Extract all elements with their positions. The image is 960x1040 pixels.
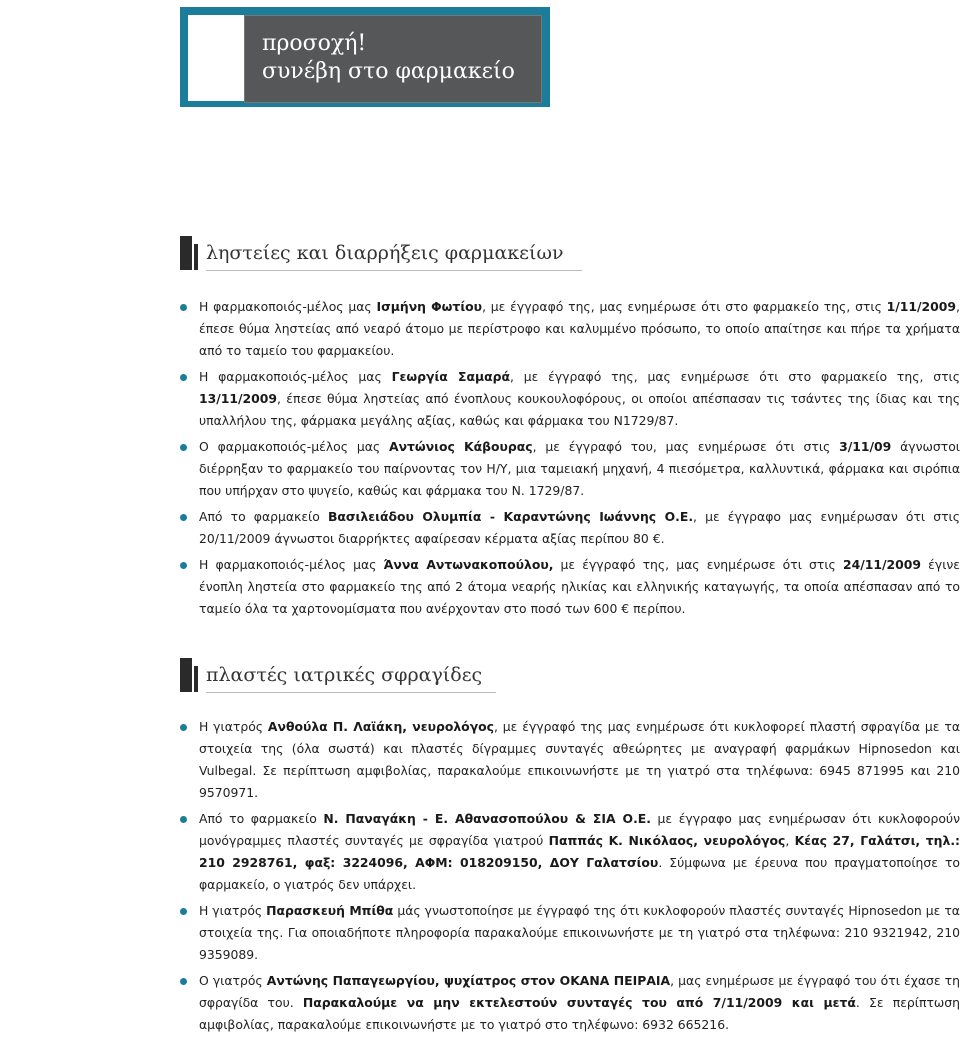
- bold-text: Κέας 27, Γαλάτσι, τηλ.: 210 2928761, φαξ: 3224096, ΑΦΜ: 018209150, ΔΟΥ Γαλατσίου: [199, 833, 960, 870]
- text-run: με έγγραφο μας ενημέρωσαν ότι κυκλοφορούν μονόγραμμες πλαστές συνταγές με σφραγίδα γιατρού: [199, 811, 960, 848]
- text-run: , μας ενημέρωσε με έγγραφό του ότι έχασε τη σφραγίδα του.: [199, 973, 960, 1010]
- banner-line-1: προσοχή!: [262, 31, 367, 56]
- banner-title: [262, 30, 515, 86]
- text-run: , με έγγραφό της, μας ενημέρωσε ότι στο φαρμακείο της, στις: [509, 369, 960, 384]
- text-run: Η γιατρός: [199, 719, 268, 734]
- text-run: . Σε περίπτωση αμφιβολίας, παρακαλούμε επικοινωνήστε με το γιατρό στο τηλέφωνο: 6932 665216.: [199, 995, 960, 1032]
- bold-text: Παππάς Κ. Νικόλαος, νευρολόγος: [548, 833, 786, 848]
- bold-text: Γεωργία Σαμαρά: [391, 369, 510, 384]
- text-run: με έγγραφό της, μας ενημέρωσε ότι στις: [553, 557, 843, 572]
- bold-text: 1/11/2009: [886, 299, 957, 314]
- list-item: [180, 366, 960, 432]
- text-run: Από το φαρμακείο: [199, 811, 324, 826]
- bold-text: Ν. Παναγάκη - Ε. Αθανασοπούλου & ΣΙΑ Ο.Ε.: [323, 811, 651, 826]
- bold-text: Παρασκευή Μπίθα: [266, 903, 394, 918]
- text-run: , έπεσε θύμα ληστείας από νεαρό άτομο με περίστροφο και καλυμμένο πρόσωπο, το οποίο απαίτησε και πήρε τα χρήματα από το ταμείο του φαρμακείου.: [199, 299, 960, 358]
- bold-text: 3/11/09: [839, 439, 892, 454]
- list-item: [180, 506, 960, 550]
- text-run: Η φαρμακοποιός-μέλος μας: [199, 369, 392, 384]
- text-run: . Σύμφωνα με έρευνα που πραγματοποίησε το φαρμακείο, ο γιατρός δεν υπάρχει.: [199, 855, 960, 892]
- bold-text: Βασιλειάδου Ολυμπία - Καραντώνης Ιωάννης Ο.Ε.: [327, 509, 694, 524]
- list-item: [180, 716, 960, 804]
- bold-text: 24/11/2009: [842, 557, 922, 572]
- text-run: , με έγγραφό του, μας ενημέρωσε ότι στις: [532, 439, 840, 454]
- text-run: έγινε ένοπλη ληστεία στο φαρμακείο της από 2 άτομα νεαρής ηλικίας και ελληνικής καταγωγής, τα οποία απέσπασαν από το ταμείο όλα τα χαρτονομίσματα που ανέρχονταν στο ποσό των 600 € περίπου.: [199, 557, 960, 616]
- bold-text: 13/11/2009: [199, 391, 278, 406]
- text-run: ,: [785, 833, 795, 848]
- text-run: Ο γιατρός: [199, 973, 267, 988]
- heading-marker-thin: [194, 244, 198, 270]
- bold-text: Ανθούλα Π. Λαϊάκη, νευρολόγος: [267, 719, 494, 734]
- text-run: μάς γνωστοποίησε με έγγραφό της ότι κυκλοφορούν πλαστές συνταγές Hipnosedon με τα στοιχεία της. Για οποιαδήποτε πληροφορία παρακαλούμε επικοινωνήστε με τη γιατρό στα τηλέφωνα: 210 9321942, 210 9359089.: [199, 903, 960, 962]
- text-run: , με έγγραφό της, μας ενημέρωσε ότι στο φαρμακείο της, στις: [482, 299, 887, 314]
- bold-text: Ισμήνη Φωτίου: [376, 299, 483, 314]
- text-run: Ο φαρμακοποιός-μέλος μας: [199, 439, 389, 454]
- text-run: , έπεσε θύμα ληστείας από ένοπλους κουκουλοφόρους, οι οποίοι απέσπασαν τις τσάντες της ίδιας και της υπαλλήλου της, φάρμακα μεγάλης αξίας, καθώς και φάρμακα του Ν1729/87.: [199, 391, 960, 428]
- text-run: άγνωστοι διέρρηξαν το φαρμακείο του παίρνοντας τον Η/Υ, μια ταμειακή μηχανή, 4 πιεσόμετρα, καλλυντικά, φάρμακα και σιρόπια που υπήρχαν στο ψυγείο, καθώς και φάρμακα του Ν. 1729/87.: [199, 439, 960, 498]
- section-title: ληστείες και διαρρήξεις φαρμακείων: [206, 242, 564, 264]
- list-item: [180, 808, 960, 896]
- section-heading-stamps: [180, 658, 960, 696]
- list-item: [180, 970, 960, 1036]
- bold-text: Παρακαλούμε να μην εκτελεστούν συνταγές του από 7/11/2009 και μετά: [302, 995, 856, 1010]
- text-run: , με έγγραφο μας ενημέρωσαν ότι στις 20/11/2009 άγνωστοι διαρρήκτες αφαίρεσαν κέρματα αξίας περίπου 80 €.: [199, 509, 960, 546]
- banner-line-2: συνέβη στο φαρμακείο: [262, 59, 515, 84]
- list-item: [180, 436, 960, 502]
- text-run: Η γιατρός: [199, 903, 267, 918]
- heading-underline: [206, 270, 582, 271]
- heading-underline: [206, 692, 496, 693]
- heading-marker: [180, 236, 192, 270]
- section-heading-robberies: [180, 236, 960, 274]
- section-title: πλαστές ιατρικές σφραγίδες: [206, 664, 483, 686]
- robberies-list: [180, 296, 960, 624]
- bold-text: Αντώνης Παπαγεωργίου, ψυχίατρος στον ΟΚΑΝΑ ΠΕΙΡΑΙΑ: [266, 973, 671, 988]
- text-run: Από το φαρμακείο: [199, 509, 328, 524]
- text-run: Η φαρμακοποιός-μέλος μας: [199, 299, 377, 314]
- list-item: [180, 296, 960, 362]
- heading-marker: [180, 658, 192, 692]
- stamps-list: [180, 716, 960, 1040]
- text-run: Η φαρμακοποιός-μέλος μας: [199, 557, 384, 572]
- text-run: , με έγγραφό της μας ενημέρωσε ότι κυκλοφορεί πλαστή σφραγίδα με τα στοιχεία της (όλα σωστά) και πλαστές δίγραμμες συνταγές αθεώρητες με αναγραφή φαρμάκων Hipnosedon και Vulbegal. Σε περίπτωση αμφιβολίας, παρακαλούμε επικοινωνήστε με τη γιατρό στα τηλέφωνα: 6945 871995 και 210 9570971.: [199, 719, 960, 800]
- bold-text: Άννα Αντωνακοπούλου,: [383, 557, 554, 572]
- list-item: [180, 900, 960, 966]
- list-item: [180, 554, 960, 620]
- heading-marker-thin: [194, 666, 198, 692]
- bold-text: Αντώνιος Κάβουρας: [388, 439, 533, 454]
